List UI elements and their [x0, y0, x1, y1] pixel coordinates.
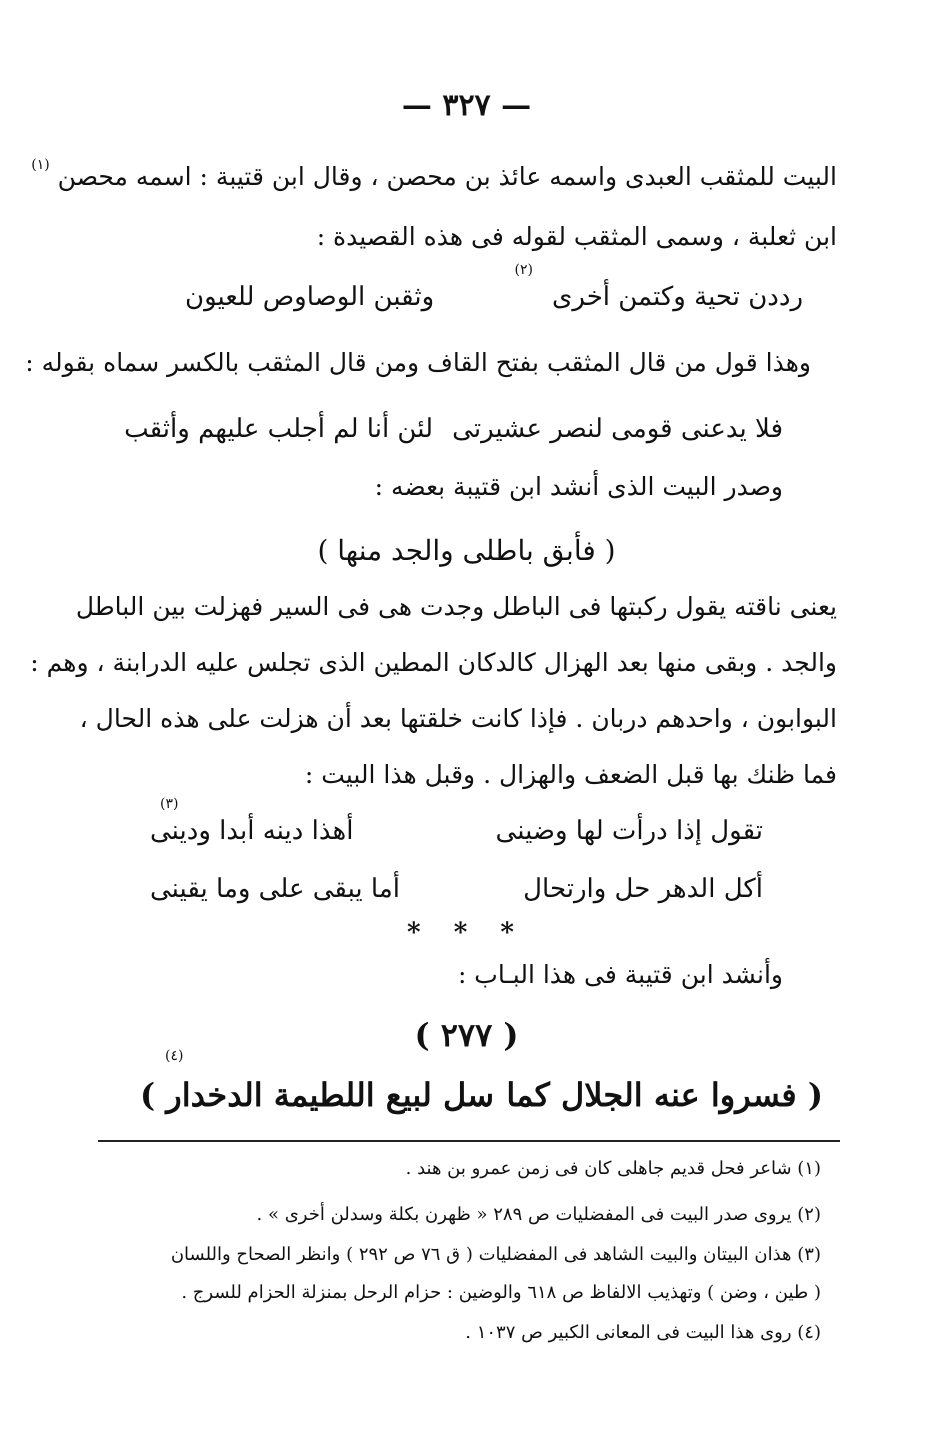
footnote: (٣) هذان البيتان والبيت الشاهد فى المفضليات ( ق ٧٦ ص ٢٩٢ ) وانظر الصحاح واللسان: [170, 1244, 821, 1265]
paragraph-text: البيت للمثقب العبدى واسمه عائذ بن محصن ، وقال ابن قتيبة : اسمه محصن: [57, 162, 837, 191]
footnote: (٢) يروى صدر البيت فى المفضليات ص ٢٨٩ « ظهرن بكلة وسدلن أخرى » .: [256, 1204, 821, 1225]
verse-hemistich-right: تقول إذا درأت لها وضينى: [495, 816, 763, 846]
footnote-divider: [98, 1140, 840, 1142]
paragraph-line: وهذا قول من قال المثقب بفتح القاف ومن قال المثقب بالكسر سماه بقوله :: [25, 348, 811, 377]
verse-hemistich-left: وثقبن الوصاوص للعيون: [185, 282, 435, 312]
verse-hemistich-left: أما يبقى على وما يقينى: [150, 874, 400, 904]
paragraph-line: ابن ثعلبة ، وسمى المثقب لقوله فى هذه القصيدة :: [316, 222, 837, 251]
paragraph-line: البوابون ، واحدهم دربان . فإذا كانت خلقتها بعد أن هزلت على هذه الحال ،: [79, 704, 837, 733]
verse-hemistich-right: أكل الدهر حل وارتحال: [523, 874, 763, 904]
quoted-hemistich: ( فأبق باطلى والجد منها ): [317, 534, 616, 567]
footnote: (١) شاعر فحل قديم جاهلى كان فى زمن عمرو بن هند .: [405, 1158, 821, 1179]
paragraph-line: يعنى ناقته يقول ركبتها فى الباطل وجدت هى فى السير فهزلت بين الباطل: [75, 592, 837, 621]
verse-hemistich-right: لئن أنا لم أجلب عليهم وأثقب: [124, 414, 433, 444]
verse-hemistich-left: سل لبيع اللطيمة الدخدار ): [140, 1076, 494, 1114]
paragraph-line: والجد . وبقى منها بعد الهزال كالدكان المطين الذى تجلس عليه الدرابنة ، وهم :: [30, 648, 837, 677]
verse-hemistich-right: ( فسروا عنه الجلال كما: [506, 1076, 823, 1114]
paragraph-line: وأنشد ابن قتيبة فى هذا البـاب :: [457, 960, 783, 989]
paragraph-line: وصدر البيت الذى أنشد ابن قتيبة بعضه :: [374, 472, 783, 501]
section-separator: * * *: [407, 918, 526, 948]
footnote: (٤) روى هذا البيت فى المعانى الكبير ص ١٠٣٧ .: [465, 1322, 821, 1343]
footnote-marker: (٣): [160, 796, 179, 812]
footnote: ( طين ، وضن ) وتهذيب الالفاظ ص ٦١٨ والوضين : حزام الرحل بمنزلة الحزام للسرج .: [181, 1282, 821, 1303]
verse-hemistich-left: أهذا دينه أبدا ودينى: [150, 816, 354, 846]
paragraph-line: [31, 157, 837, 191]
entry-number: ( ٢٧٧ ): [414, 1016, 519, 1054]
footnote-marker: (٤): [165, 1048, 184, 1064]
verse-hemistich-right: رددن تحية وكتمن أخرى: [552, 282, 803, 312]
footnote-marker: (٢): [514, 262, 533, 278]
page-number: — ٣٢٧ —: [401, 88, 532, 123]
verse-hemistich-left: فلا يدعنى قومى لنصر عشيرتى: [452, 414, 783, 444]
paragraph-line: فما ظنك بها قبل الضعف والهزال . وقبل هذا البيت :: [304, 760, 837, 789]
footnote-marker: (١): [31, 157, 50, 173]
